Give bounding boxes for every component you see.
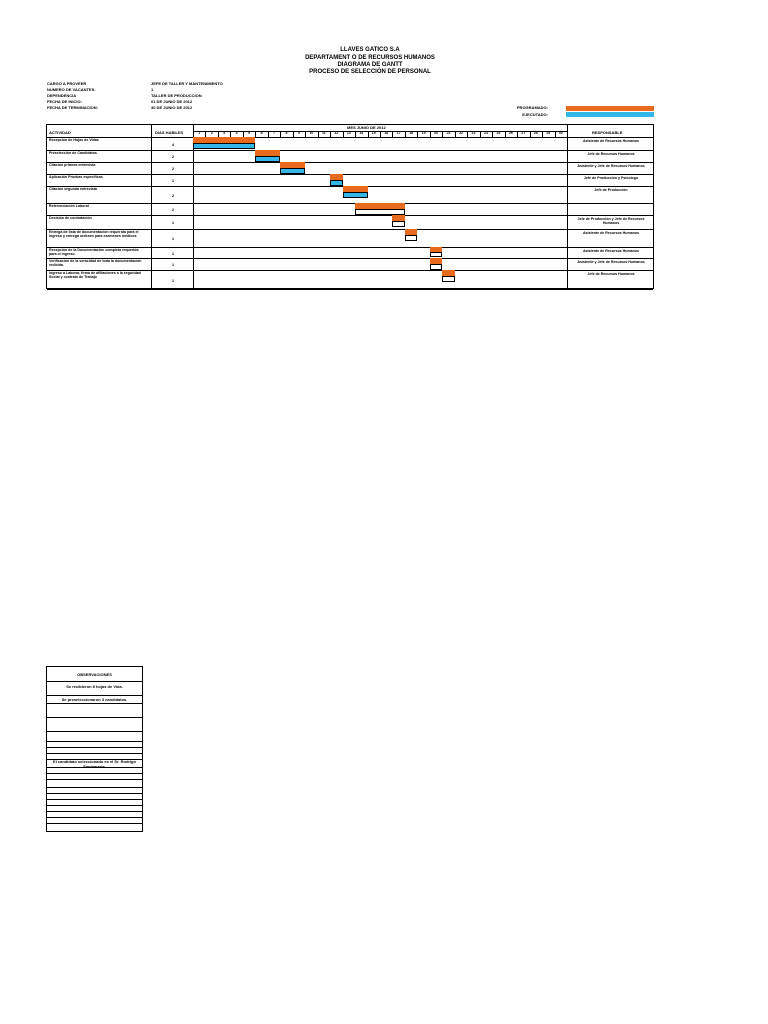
day-number: 16 [384, 131, 389, 135]
days-cell: 2 [171, 166, 175, 171]
info-label: FECHA DE INICIO: [47, 99, 82, 104]
info-label: NUMERO DE VACANTES: [47, 87, 96, 92]
day-number: 3 [223, 131, 226, 135]
responsible-cell: Asistente de Recursos Humanos [582, 139, 640, 143]
info-value: 1 [151, 87, 154, 92]
activity-cell: Entrega de lista de documentación requerida para el ingreso y entrega ordenes para examenes médicos [49, 230, 139, 239]
responsible-cell: Jefe de Producción y Psicologo [583, 176, 639, 180]
days-cell: 2 [171, 154, 175, 159]
observation-line [47, 787, 142, 788]
chart-title: DIAGRAMA DE GANTT [337, 62, 403, 68]
gantt-bar-ejecutado [442, 276, 454, 282]
day-number: 11 [322, 131, 326, 135]
observation-note: Se preseleccionaron 3 candidatos. [61, 697, 128, 702]
activity-cell: Citación segunda entrevista [49, 187, 97, 191]
observation-line [47, 695, 142, 696]
info-label: DEPENDENCIA [47, 93, 77, 98]
info-label: FECHA DE TERMINACION: [47, 105, 98, 110]
activity-cell: Preselección de Candidatos [49, 151, 97, 155]
days-cell: 1 [171, 178, 175, 183]
observation-line [47, 811, 142, 812]
grid-line [47, 289, 653, 290]
company-name: LLAVES GATICO S.A [340, 47, 400, 53]
day-number: 18 [409, 131, 414, 135]
day-number: 28 [533, 131, 538, 135]
responsible-cell: Jefe de Producción y Jefe de Recursos Humanos [577, 217, 645, 226]
responsible-cell: Asistente y Jefe de Recursos Humanos [577, 260, 645, 264]
info-value: JEFE DE TALLER Y MANTENIMIENTO [151, 81, 223, 86]
day-number: 1 [198, 131, 201, 135]
gantt-bar-ejecutado [430, 264, 442, 270]
day-number: 26 [508, 131, 513, 135]
day-number: 29 [546, 131, 551, 135]
day-number: 13 [346, 131, 351, 135]
legend-ejecutado-swatch [566, 112, 654, 117]
day-number: 17 [396, 131, 401, 135]
day-number: 25 [496, 131, 501, 135]
day-number: 10 [309, 131, 314, 135]
legend-programado-label: PROGRAMADO: [516, 105, 548, 110]
info-value: 01 DE JUNIO DE 2012 [151, 99, 193, 104]
responsible-cell: Asistente de Recursos Humanos [582, 249, 640, 253]
info-value: TALLER DE PRODUCCION [151, 93, 202, 98]
observation-line [47, 703, 142, 704]
column-header-responsible: RESPONSABLE [592, 130, 623, 135]
observation-line [47, 731, 142, 732]
observation-line [47, 741, 142, 742]
days-cell: 2 [171, 192, 175, 198]
observation-line [47, 799, 142, 800]
observation-note: El candidato seleccionado es el Sr. Rodrigo Santamaria. [53, 759, 136, 769]
info-row [47, 99, 192, 104]
observation-line [47, 773, 142, 774]
observation-line [47, 779, 142, 780]
responsible-cell: Asistente de Recursos Humanos [582, 231, 640, 235]
observation-line [47, 823, 142, 824]
day-number: 27 [521, 131, 526, 135]
activity-cell: Recepción de Hojas de Vidas [49, 138, 99, 142]
gantt-bar-ejecutado [280, 168, 305, 174]
day-number: 8 [285, 131, 288, 135]
column-header-activity: ACTIVIDAD [49, 130, 71, 135]
day-number: 20 [434, 131, 439, 135]
days-cell: 2 [171, 207, 175, 212]
info-row [47, 87, 153, 92]
day-number: 9 [297, 131, 300, 135]
info-row [47, 105, 192, 110]
info-value: 30 DE JUNIO DE 2012 [151, 105, 193, 110]
activity-cell: Recepción de la Documentación completa requerida para el ingreso. [49, 248, 139, 257]
process-title: PROCESO DE SELECCIÓN DE PERSONAL [309, 69, 431, 75]
gantt-bar-ejecutado [430, 252, 442, 257]
observation-line [47, 747, 142, 748]
responsible-cell: Jefe de Producción [594, 188, 628, 192]
info-row [47, 81, 223, 86]
days-cell: 1 [171, 220, 175, 225]
observation-line [47, 793, 142, 794]
day-number: 24 [483, 131, 488, 135]
column-header-days: DIAS HABILES [155, 130, 184, 135]
gantt-bar-ejecutado [193, 143, 255, 149]
column-header-month: MES JUNIO DE 2012 [347, 125, 386, 130]
days-cell: 1 [171, 236, 175, 241]
day-number: 30 [558, 131, 563, 135]
day-number: 7 [273, 131, 275, 135]
day-number: 6 [260, 131, 263, 135]
gantt-bar-ejecutado [405, 235, 417, 241]
day-number: 21 [446, 131, 451, 135]
day-number: 15 [371, 131, 376, 135]
days-cell: 1 [171, 250, 175, 256]
gantt-bar-ejecutado [255, 156, 280, 162]
days-cell: 1 [171, 262, 175, 267]
activity-cell: Verificación de la veracidad de toda la documentación recibida. [49, 259, 142, 268]
gantt-bar-ejecutado [343, 192, 368, 198]
activity-cell: Citación primera entrevista [49, 163, 96, 167]
responsible-cell: Jefe de Recursos Humanos [587, 152, 635, 156]
days-cell: 4 [171, 141, 175, 147]
day-number: 22 [459, 131, 463, 135]
days-cell: 1 [171, 277, 175, 283]
responsible-cell: Asistente y Jefe de Recursos Humanos [577, 164, 645, 168]
observation-line [47, 753, 142, 754]
gantt-bar-ejecutado [330, 180, 342, 186]
responsible-cell: Jefe de Recursos Humanos [587, 272, 635, 276]
observations-title: OBSERVACIONES [77, 672, 112, 677]
activity-cell: Referenciación Laboral [49, 204, 89, 208]
observation-line [47, 681, 142, 682]
day-number: 5 [248, 131, 251, 135]
day-number: 2 [210, 131, 213, 135]
day-number: 19 [421, 131, 426, 135]
day-number: 14 [359, 131, 364, 135]
info-label: CARGO A PROVEER [47, 81, 87, 86]
observations-box [46, 666, 143, 832]
activity-cell: Aplicación Pruebas especificas [49, 175, 103, 179]
gantt-table [46, 124, 654, 289]
observation-line [47, 717, 142, 718]
observation-note: Se recibieron 8 hojas de Vida. [66, 684, 123, 689]
day-number: 12 [334, 131, 339, 135]
gantt-bar-ejecutado [392, 221, 404, 227]
legend-programado-swatch [566, 106, 654, 111]
day-number: 4 [235, 131, 238, 135]
department-title: DEPARTAMENT O DE RECURSOS HUMANOS [305, 55, 435, 61]
observation-line [47, 805, 142, 806]
legend-ejecutado-label: EJECUTADO: [522, 112, 548, 117]
activity-cell: Ingreso a Laborar, firma de afiliaciones a la seguridad Social y contrato de Trabajo [49, 271, 141, 280]
info-row [47, 93, 202, 98]
observation-line [47, 817, 142, 818]
day-number: 23 [471, 131, 476, 135]
activity-cell: Decisión de contratación [49, 216, 92, 220]
